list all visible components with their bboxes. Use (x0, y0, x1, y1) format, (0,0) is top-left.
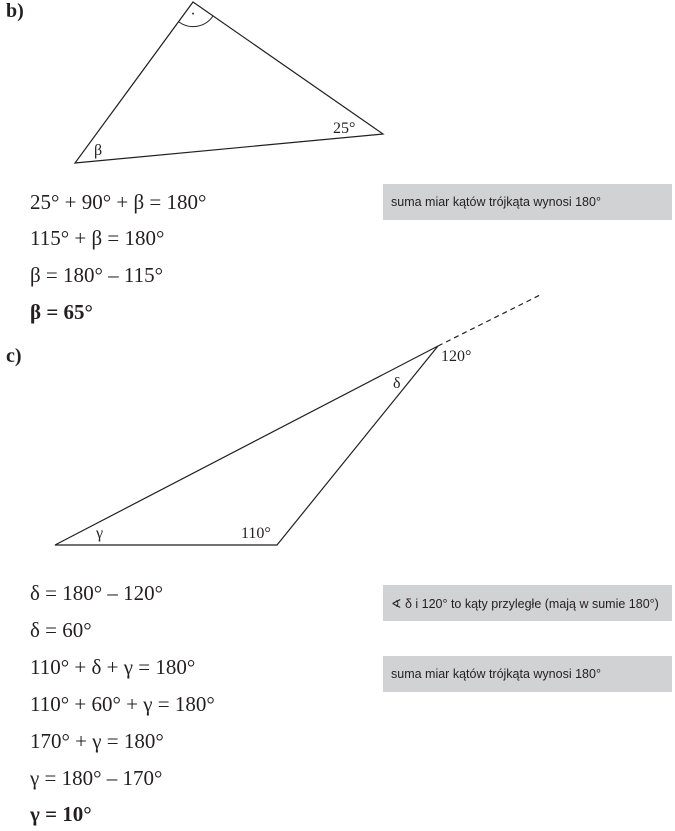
angle-110-label: 110° (241, 525, 271, 542)
note-triangle-sum-c: suma miar kątów trójkąta wynosi 180° (383, 656, 672, 692)
triangle-c (55, 295, 540, 545)
triangle-b-outline (75, 2, 383, 163)
angle-delta-label: δ (393, 375, 401, 392)
right-angle-arc (179, 16, 213, 27)
equation-c-3: 110° + δ + γ = 180° (30, 655, 196, 679)
triangle-b (75, 2, 383, 163)
equation-c-4: 110° + 60° + γ = 180° (30, 692, 215, 716)
part-c-label: c) (6, 345, 22, 367)
equation-b-1: 25° + 90° + β = 180° (30, 190, 207, 214)
equation-c-2: δ = 60° (30, 618, 92, 642)
equation-b-3: β = 180° – 115° (30, 263, 164, 287)
equation-b-2: 115° + β = 180° (30, 226, 165, 250)
angle-gamma-label: γ (96, 525, 104, 542)
result-b: β = 65° (30, 300, 93, 324)
extension-dashed-line (438, 295, 540, 346)
angle-beta-label: β (94, 142, 103, 159)
note-adjacent-angles: ∢ δ i 120° to kąty przyległe (mają w sumie 180°) (383, 585, 672, 621)
angle-25-label: 25° (333, 120, 356, 137)
equation-c-6: γ = 180° – 170° (30, 766, 163, 790)
triangle-c-outline (55, 346, 438, 545)
equation-c-1: δ = 180° – 120° (30, 581, 164, 605)
part-b-label: b) (6, 0, 24, 22)
result-c: γ = 10° (30, 802, 92, 826)
angle-120-label: 120° (441, 348, 472, 365)
right-angle-dot: · (190, 6, 196, 23)
note-triangle-sum-b: suma miar kątów trójkąta wynosi 180° (383, 184, 672, 220)
equation-c-5: 170° + γ = 180° (30, 729, 164, 753)
